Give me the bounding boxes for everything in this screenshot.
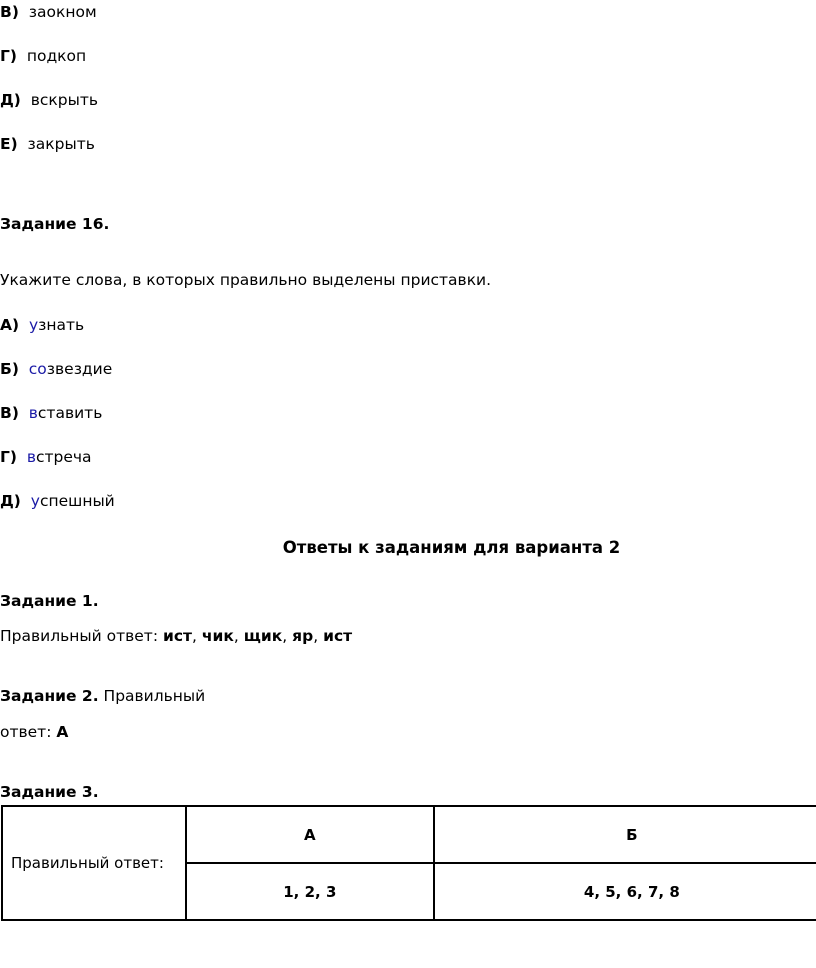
option-letter: Г) (0, 448, 17, 466)
word-rest: спешный (39, 492, 115, 510)
option-g (0, 46, 86, 66)
table-header-b: Б (434, 806, 816, 863)
option-letter: Г) (0, 47, 17, 65)
task16-option-b (0, 359, 112, 379)
table-value-a: 1, 2, 3 (186, 863, 434, 920)
answer-label: Правильный (98, 687, 206, 705)
option-letter: Б) (0, 360, 19, 378)
option-letter: А) (0, 316, 20, 334)
option-letter: Е) (0, 135, 18, 153)
task16-option-d (0, 491, 115, 511)
option-text: подкоп (26, 47, 87, 65)
answers-title: Ответы к заданиям для варианта 2 (282, 538, 621, 557)
option-text: вскрыть (30, 91, 99, 109)
task16-option-v (0, 403, 102, 423)
answer-label: ответ: (0, 723, 57, 741)
answer2-heading: Задание 2. (0, 687, 99, 705)
answer-sep: , (282, 627, 293, 645)
answer-part: ист (162, 627, 193, 645)
answer-sep: , (313, 627, 324, 645)
answer-value: А (56, 723, 69, 741)
prefix-highlight: у (30, 492, 40, 510)
option-e (0, 134, 95, 154)
table-label-cell: Правильный ответ: (2, 806, 186, 920)
answer-sep: , (233, 627, 244, 645)
answer3-heading: Задание 3. (0, 783, 99, 801)
prefix-highlight: в (28, 404, 38, 422)
answer2-line1 (0, 686, 205, 706)
word-rest: ставить (37, 404, 103, 422)
answer-part: чик (201, 627, 234, 645)
table-value-b: 4, 5, 6, 7, 8 (434, 863, 816, 920)
task16-option-g (0, 447, 92, 467)
word-rest: звездие (46, 360, 113, 378)
answer1-line (0, 626, 352, 646)
task16-question: Укажите слова, в которых правильно выделены приставки. (0, 271, 492, 289)
word-rest: знать (38, 316, 85, 334)
answer-part: щик (243, 627, 283, 645)
answer-part: ист (323, 627, 353, 645)
word-rest: стреча (35, 448, 92, 466)
prefix-highlight: со (28, 360, 47, 378)
option-letter: Д) (0, 91, 21, 109)
option-text: заокном (28, 3, 97, 21)
answer1-heading: Задание 1. (0, 592, 99, 610)
prefix-highlight: в (26, 448, 36, 466)
option-text: закрыть (27, 135, 95, 153)
prefix-highlight: у (28, 316, 39, 334)
option-d (0, 90, 98, 110)
answer-part: яр (292, 627, 314, 645)
task16-option-a (0, 315, 84, 335)
answer2-line2 (0, 722, 68, 742)
answer-label: Правильный ответ: (0, 627, 163, 645)
task16-heading: Задание 16. (0, 215, 110, 233)
answer3-table (1, 805, 816, 921)
answer-sep: , (192, 627, 202, 645)
option-letter: Д) (0, 492, 21, 510)
option-v (0, 2, 97, 22)
option-letter: В) (0, 404, 19, 422)
option-letter: В) (0, 3, 19, 21)
table-header-a: А (186, 806, 434, 863)
